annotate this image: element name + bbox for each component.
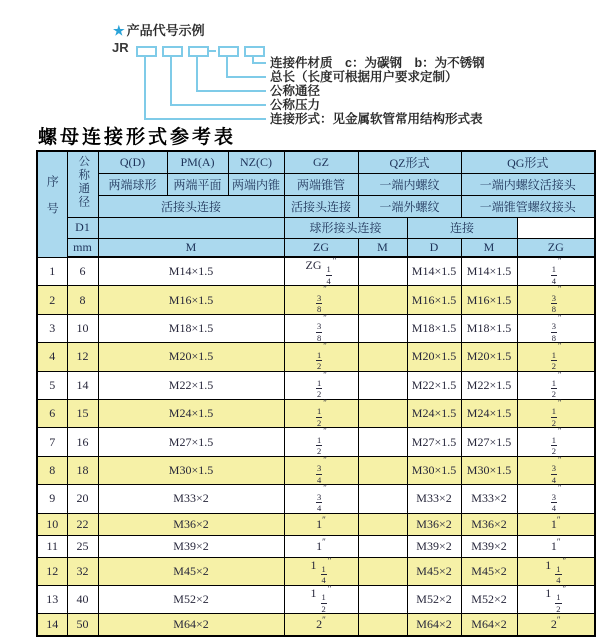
cell-zg: 1″ [284, 535, 358, 557]
cell-no: 11 [37, 535, 67, 557]
cell-m: M64×2 [98, 614, 284, 637]
header-conn-left: 活接头连接 [98, 195, 284, 217]
cell-qg-m: M36×2 [461, 513, 517, 535]
cell-dn: 50 [67, 614, 98, 637]
cell-dn: 40 [67, 585, 98, 613]
cell-qg-zg: 1 $\frac{1}{4}$ ″ [517, 557, 595, 585]
cell-dn: 12 [67, 343, 98, 371]
table-row [37, 485, 595, 513]
cell-qz-d: M14×1.5 [407, 257, 461, 286]
cell-dn: 6 [67, 257, 98, 286]
cell-qg-m: M22×1.5 [461, 371, 517, 399]
header-ends-gz: 两端锥管 [284, 173, 358, 195]
connector-line [144, 118, 266, 120]
cell-m: M18×1.5 [98, 314, 284, 342]
header-form-qz: QZ形式 [358, 151, 461, 173]
cell-qz-m [358, 513, 407, 535]
cell-qg-zg: $\frac{1}{2}$ ″ [517, 399, 595, 427]
cell-qg-zg: 1 $\frac{1}{2}$ ″ [517, 585, 595, 613]
nut-connection-table [36, 150, 596, 637]
code-label-connection: 连接形式：见金属软管常用结构形式表 [270, 112, 483, 126]
cell-no: 14 [37, 614, 67, 637]
cell-m: M36×2 [98, 513, 284, 535]
cell-qz-m [358, 257, 407, 286]
cell-qg-zg: $\frac{3}{4}$ ″ [517, 456, 595, 484]
table-row [37, 314, 595, 342]
header-ends-pma: 两端平面 [167, 173, 228, 195]
code-box-5 [244, 46, 265, 57]
header-unit-zg2: ZG [517, 238, 595, 257]
cell-qg-m: M30×1.5 [461, 456, 517, 484]
cell-m: M33×2 [98, 485, 284, 513]
cell-dn: 25 [67, 535, 98, 557]
cell-qz-d: M24×1.5 [407, 399, 461, 427]
header-form-nzc: NZ(C) [228, 151, 284, 173]
cell-zg: 2″ [284, 614, 358, 637]
cell-zg: $\frac{1}{2}$ ″ [284, 428, 358, 456]
cell-qz-m [358, 614, 407, 637]
cell-qz-m [358, 286, 407, 314]
header-conn-qz: 一端外螺纹 [358, 195, 461, 217]
cell-m: M22×1.5 [98, 371, 284, 399]
cell-qg-m: M45×2 [461, 557, 517, 585]
header-seq: 序号 [37, 151, 67, 257]
cell-qz-d: M64×2 [407, 614, 461, 637]
product-code-heading-text: 产品代号示例 [126, 23, 205, 38]
cell-qg-zg: $\frac{1}{4}$ ″ [517, 257, 595, 286]
cell-qz-d: M18×1.5 [407, 314, 461, 342]
header-conn-gz: 活接头连接 [284, 195, 358, 217]
code-label-material: 连接件材质 c：为碳钢 b：为不锈钢 [270, 56, 485, 70]
cell-qz-m [358, 557, 407, 585]
cell-qg-m: M33×2 [461, 485, 517, 513]
cell-qg-zg: 1″ [517, 535, 595, 557]
cell-qg-zg: 1″ [517, 513, 595, 535]
table-row [37, 371, 595, 399]
cell-qz-m [358, 456, 407, 484]
code-label-pressure: 公称压力 [270, 98, 321, 112]
cell-qg-m: M24×1.5 [461, 399, 517, 427]
code-box-1 [136, 46, 157, 57]
cell-qz-d: M39×2 [407, 535, 461, 557]
header-ends-qd: 两端球形 [98, 173, 167, 195]
cell-no: 12 [37, 557, 67, 585]
cell-qg-zg: $\frac{1}{2}$ ″ [517, 428, 595, 456]
code-label-length: 总长（长度可根据用户要求定制） [270, 70, 458, 84]
cell-m: M14×1.5 [98, 257, 284, 286]
header-form-gz: GZ [284, 151, 358, 173]
cell-m: M45×2 [98, 557, 284, 585]
cell-no: 2 [37, 286, 67, 314]
cell-qg-zg: $\frac{1}{2}$ ″ [517, 371, 595, 399]
cell-qz-m [358, 314, 407, 342]
cell-zg: $\frac{1}{2}$ ″ [284, 371, 358, 399]
cell-zg: $\frac{1}{2}$ ″ [284, 399, 358, 427]
connector-line [144, 55, 146, 120]
header-form-qg: QG形式 [461, 151, 595, 173]
header-unit-zg1: ZG [284, 238, 358, 257]
cell-dn: 22 [67, 513, 98, 535]
header-unit-m3: M [461, 238, 517, 257]
cell-no: 5 [37, 371, 67, 399]
cell-no: 4 [37, 343, 67, 371]
code-label-diameter: 公称通径 [270, 84, 321, 98]
cell-dn: 10 [67, 314, 98, 342]
cell-dn: 32 [67, 557, 98, 585]
header-form-qd: Q(D) [98, 151, 167, 173]
connector-line [196, 55, 198, 92]
cell-dn: 16 [67, 428, 98, 456]
header-unit-m2: M [358, 238, 407, 257]
cell-qz-m [358, 343, 407, 371]
table-row [37, 286, 595, 314]
cell-qz-m [358, 399, 407, 427]
header-unit-m1: M [98, 238, 284, 257]
cell-no: 10 [37, 513, 67, 535]
cell-dn: 14 [67, 371, 98, 399]
cell-qz-d: M45×2 [407, 557, 461, 585]
cell-qg-m: M27×1.5 [461, 428, 517, 456]
cell-no: 3 [37, 314, 67, 342]
cell-m: M16×1.5 [98, 286, 284, 314]
cell-qz-m [358, 428, 407, 456]
cell-m: M20×1.5 [98, 343, 284, 371]
cell-qg-zg: $\frac{3}{4}$ ″ [517, 485, 595, 513]
header-ends-qg: 一端内螺纹活接头 [461, 173, 595, 195]
header-unit-d: D [407, 238, 461, 257]
header-conn2-qg: 连接 [407, 217, 517, 238]
cell-qz-d: M27×1.5 [407, 428, 461, 456]
cell-zg: $\frac{1}{2}$ ″ [284, 343, 358, 371]
product-code-heading [113, 20, 205, 39]
cell-no: 9 [37, 485, 67, 513]
table-row [37, 428, 595, 456]
cell-zg: 1 $\frac{1}{4}$ ″ [284, 557, 358, 585]
cell-no: 13 [37, 585, 67, 613]
code-box-4 [218, 46, 239, 57]
cell-qz-d: M33×2 [407, 485, 461, 513]
cell-qg-zg: 2″ [517, 614, 595, 637]
cell-dn: 15 [67, 399, 98, 427]
cell-dn: 8 [67, 286, 98, 314]
cell-qg-zg: $\frac{1}{2}$ ″ [517, 343, 595, 371]
cell-qg-m: M18×1.5 [461, 314, 517, 342]
cell-dn: 20 [67, 485, 98, 513]
cell-no: 7 [37, 428, 67, 456]
cell-zg: 1 $\frac{1}{2}$ ″ [284, 585, 358, 613]
cell-qg-m: M14×1.5 [461, 257, 517, 286]
cell-zg: $\frac{3}{8}$ ″ [284, 286, 358, 314]
cell-zg: $\frac{3}{4}$ ″ [284, 456, 358, 484]
cell-qg-m: M64×2 [461, 614, 517, 637]
cell-qz-d: M36×2 [407, 513, 461, 535]
header-ends-qz: 一端内螺纹 [358, 173, 461, 195]
table-row [37, 513, 595, 535]
header-d1: D1 [67, 217, 98, 238]
code-prefix: JR [112, 40, 129, 55]
table-row [37, 456, 595, 484]
cell-no: 6 [37, 399, 67, 427]
cell-dn: 18 [67, 456, 98, 484]
header-dn: 公称通径 [67, 151, 98, 217]
cell-m: M52×2 [98, 585, 284, 613]
cell-qz-d: M30×1.5 [407, 456, 461, 484]
code-dash [209, 50, 216, 52]
table-row [37, 614, 595, 637]
cell-qg-zg: $\frac{3}{8}$ ″ [517, 314, 595, 342]
table-row [37, 343, 595, 371]
connector-line [252, 62, 266, 64]
cell-m: M27×1.5 [98, 428, 284, 456]
table-row [37, 585, 595, 613]
cell-m: M30×1.5 [98, 456, 284, 484]
cell-no: 1 [37, 257, 67, 286]
header-ends-nzc: 两端内锥 [228, 173, 284, 195]
connector-line [170, 104, 266, 106]
cell-qz-m [358, 371, 407, 399]
connector-line [226, 76, 266, 78]
cell-qz-d: M22×1.5 [407, 371, 461, 399]
cell-qg-m: M20×1.5 [461, 343, 517, 371]
cell-zg: $\frac{3}{8}$ ″ [284, 314, 358, 342]
star-icon: ★ [113, 23, 125, 38]
cell-qg-m: M39×2 [461, 535, 517, 557]
table-title: 螺母连接形式参考表 [38, 126, 237, 148]
cell-qz-m [358, 585, 407, 613]
table-row [37, 557, 595, 585]
cell-zg: 1″ [284, 513, 358, 535]
code-labels [270, 56, 485, 126]
connector-line [226, 55, 228, 78]
cell-zg: ZG $\frac{1}{4}$ ″ [284, 257, 358, 286]
cell-qz-d: M16×1.5 [407, 286, 461, 314]
header-conn-qg: 一端锥管螺纹接头 [461, 195, 595, 217]
cell-qz-m [358, 485, 407, 513]
cell-no: 8 [37, 456, 67, 484]
code-box-3 [188, 46, 209, 57]
table-row [37, 399, 595, 427]
table-row [37, 535, 595, 557]
cell-qg-zg: $\frac{3}{8}$ ″ [517, 286, 595, 314]
code-box-2 [162, 46, 183, 57]
cell-m: M39×2 [98, 535, 284, 557]
header-empty-left [98, 217, 284, 238]
connector-line [196, 90, 266, 92]
cell-qg-m: M16×1.5 [461, 286, 517, 314]
cell-m: M24×1.5 [98, 399, 284, 427]
table-row [37, 257, 595, 286]
connector-line [170, 55, 172, 106]
cell-qz-d: M20×1.5 [407, 343, 461, 371]
cell-qz-m [358, 535, 407, 557]
table-body [37, 257, 595, 636]
cell-qg-m: M52×2 [461, 585, 517, 613]
header-mm: mm [67, 238, 98, 257]
cell-qz-d: M52×2 [407, 585, 461, 613]
header-form-pma: PM(A) [167, 151, 228, 173]
cell-zg: $\frac{3}{4}$ ″ [284, 485, 358, 513]
header-conn2-qz: 球形接头连接 [284, 217, 407, 238]
